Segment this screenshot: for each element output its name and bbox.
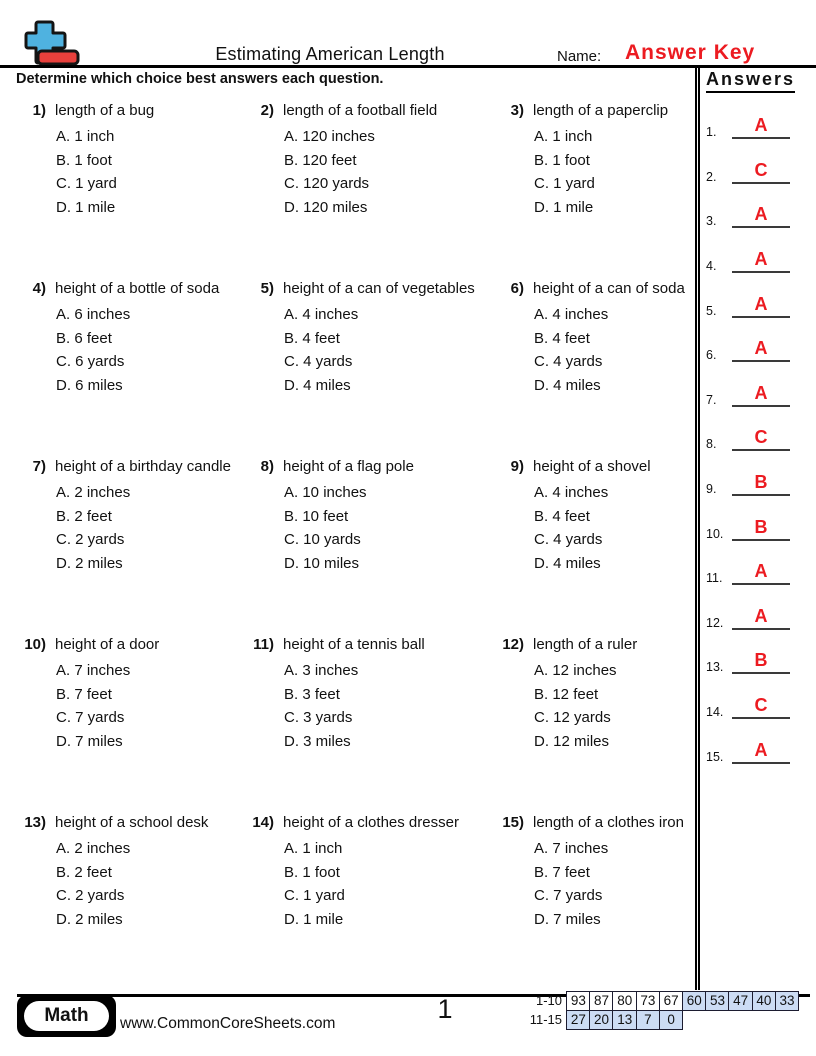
question-number: 4) [32,280,46,297]
option-line: D. 4 miles [534,376,601,394]
grading-row-1 [522,991,799,1011]
option-line: C. 12 yards [534,709,611,726]
answer-letter: B [732,473,790,496]
answer-row [706,421,790,451]
question-row [4,280,694,458]
question-text: height of a bottle of soda [55,280,220,297]
answers-heading: Answers [706,69,795,93]
answer-letter: A [732,607,790,630]
option-line: D. 6 miles [56,376,123,394]
subject-badge-label: Math [24,1001,109,1031]
option-line: D. 7 miles [534,910,601,928]
option-line: B. 3 feet [284,685,340,703]
answers-panel [695,66,816,990]
answer-row [706,243,790,273]
answer-number: 1. [706,125,717,139]
question-item [232,814,482,992]
question-number: 8) [260,458,274,475]
question-item [232,636,482,814]
page-title: Estimating American Length [215,44,445,64]
question-row [4,102,694,280]
question-item [482,814,694,992]
grade-cell: 0 [659,1010,684,1030]
option-line: C. 1 yard [534,175,595,192]
question-row [4,458,694,636]
question-text: height of a shovel [533,458,651,475]
question-text: height of a can of soda [533,280,685,297]
question-text: length of a clothes iron [533,814,684,831]
question-item [232,280,482,458]
grade-cell: 60 [682,991,707,1011]
question-item [482,280,694,458]
plus-minus-logo-icon [24,20,80,67]
answer-row [706,332,790,362]
question-item [232,102,482,280]
answer-number: 9. [706,482,717,496]
answer-letter: A [732,295,790,318]
answer-number: 2. [706,170,717,184]
option-line: C. 4 yards [534,353,603,370]
question-number: 2) [260,102,274,119]
question-number: 6) [510,280,524,297]
option-line: B. 1 foot [56,151,112,169]
option-line: D. 3 miles [284,732,351,750]
question-item [4,636,232,814]
question-text: height of a can of vegetables [283,280,475,297]
question-text: height of a door [55,636,160,653]
option-line: D. 1 mile [534,198,594,216]
option-line: C. 2 yards [56,887,125,904]
option-line: B. 10 feet [284,507,349,525]
answer-row [706,109,790,139]
option-line: B. 120 feet [284,151,357,169]
grade-cell: 67 [659,991,684,1011]
option-line: C. 10 yards [284,531,361,548]
question-number: 10) [24,636,46,653]
answer-number: 13. [706,660,724,674]
answer-number: 4. [706,259,717,273]
answer-row [706,734,790,764]
answer-letter: A [732,116,790,139]
option-line: D. 2 miles [56,554,123,572]
name-label: Name: [557,48,602,65]
grade-cell: 87 [589,991,614,1011]
option-line: D. 4 miles [284,376,351,394]
option-line: A. 6 inches [56,306,131,323]
answer-row [706,154,790,184]
option-line: B. 2 feet [56,507,112,525]
answer-row [706,377,790,407]
answer-number: 6. [706,348,717,362]
option-line: A. 1 inch [534,128,593,145]
grade-cell: 47 [728,991,753,1011]
option-line: B. 7 feet [56,685,112,703]
option-line: C. 3 yards [284,709,353,726]
option-line: C. 6 yards [56,353,125,370]
header-divider [0,65,816,68]
option-line: B. 1 foot [284,863,340,881]
answer-letter: B [732,651,790,674]
answer-row [706,689,790,719]
option-line: C. 7 yards [56,709,125,726]
question-text: length of a football field [283,102,438,119]
question-text: height of a birthday candle [55,458,231,475]
question-text: height of a tennis ball [283,636,425,653]
option-line: B. 4 feet [534,507,590,525]
answer-letter: A [732,562,790,585]
instruction-text: Determine which choice best answers each question. [16,71,384,87]
grading-row-label: 1-10 [535,993,562,1008]
option-line: A. 2 inches [56,840,131,857]
option-line: C. 1 yard [56,175,117,192]
option-line: A. 1 inch [284,840,343,857]
option-line: A. 4 inches [534,484,609,501]
option-line: D. 7 miles [56,732,123,750]
grade-cell: 40 [752,991,777,1011]
grade-cell: 53 [705,991,730,1011]
question-number: 14) [252,814,274,831]
grade-cell: 7 [636,1010,661,1030]
answer-row [706,466,790,496]
option-line: D. 4 miles [534,554,601,572]
question-item [4,102,232,280]
option-line: A. 4 inches [284,306,359,323]
grade-cell: 93 [566,991,591,1011]
option-line: C. 1 yard [284,887,345,904]
answer-letter: A [732,250,790,273]
question-item [4,280,232,458]
page-number: 1 [437,994,453,1024]
grade-cell: 13 [612,1010,637,1030]
questions-area [4,102,694,992]
question-number: 5) [260,280,274,297]
answer-letter: A [732,384,790,407]
answer-row [706,511,790,541]
answer-letter: A [732,339,790,362]
option-line: B. 2 feet [56,863,112,881]
question-text: height of a school desk [55,814,209,831]
question-number: 12) [502,636,524,653]
option-line: B. 12 feet [534,685,599,703]
option-line: C. 4 yards [284,353,353,370]
question-number: 13) [24,814,46,831]
answer-letter: A [732,741,790,764]
option-line: D. 10 miles [284,554,360,572]
question-text: height of a clothes dresser [283,814,459,831]
option-line: A. 7 inches [534,840,609,857]
answer-number: 10. [706,527,724,541]
option-line: A. 12 inches [534,662,617,679]
answer-letter: C [732,428,790,451]
answer-row [706,555,790,585]
option-line: C. 2 yards [56,531,125,548]
question-row [4,814,694,992]
option-line: A. 7 inches [56,662,131,679]
question-item [232,458,482,636]
question-number: 9) [510,458,524,475]
option-line: C. 7 yards [534,887,603,904]
option-line: D. 1 mile [56,198,116,216]
option-line: B. 7 feet [534,863,590,881]
answer-row [706,288,790,318]
option-line: A. 120 inches [284,128,375,145]
question-item [4,458,232,636]
answer-number: 3. [706,214,717,228]
answer-letter: B [732,518,790,541]
question-item [482,458,694,636]
question-item [482,102,694,280]
option-line: A. 3 inches [284,662,359,679]
grading-row-2 [522,1010,799,1030]
answer-number: 8. [706,437,717,451]
website-text: www.CommonCoreSheets.com [120,1015,336,1032]
answer-number: 5. [706,304,717,318]
subject-badge [17,995,116,1037]
option-line: B. 4 feet [534,329,590,347]
option-line: B. 1 foot [534,151,590,169]
grade-cell: 33 [775,991,800,1011]
grade-cell: 27 [566,1010,591,1030]
question-text: length of a ruler [533,636,638,653]
question-text: height of a flag pole [283,458,414,475]
answer-key-value: Answer Key [625,41,756,64]
question-number: 1) [32,102,46,119]
answer-number: 7. [706,393,717,407]
answer-number: 15. [706,750,724,764]
grading-table [522,991,799,1030]
option-line: A. 2 inches [56,484,131,501]
option-line: B. 6 feet [56,329,112,347]
grade-cell: 73 [636,991,661,1011]
question-number: 11) [253,636,274,653]
question-number: 7) [32,458,46,475]
option-line: D. 2 miles [56,910,123,928]
question-item [4,814,232,992]
answer-letter: C [732,696,790,719]
answer-row [706,600,790,630]
grade-cell: 80 [612,991,637,1011]
question-row [4,636,694,814]
option-line: B. 4 feet [284,329,340,347]
option-line: A. 4 inches [534,306,609,323]
question-number: 3) [510,102,524,119]
grade-cell: 20 [589,1010,614,1030]
answer-row [706,644,790,674]
option-line: D. 120 miles [284,198,368,216]
question-item [482,636,694,814]
answer-number: 11. [706,571,723,585]
answer-row [706,198,790,228]
grading-row-label: 11-15 [529,1011,562,1027]
option-line: C. 120 yards [284,175,370,192]
option-line: A. 1 inch [56,128,115,145]
question-text: length of a bug [55,102,155,119]
option-line: C. 4 yards [534,531,603,548]
option-line: D. 1 mile [284,910,344,928]
option-line: D. 12 miles [534,732,610,750]
question-number: 15) [502,814,524,831]
answer-letter: A [732,205,790,228]
answer-number: 12. [706,616,724,630]
option-line: A. 10 inches [284,484,367,501]
answer-letter: C [732,161,790,184]
question-text: length of a paperclip [533,102,669,119]
answer-number: 14. [706,705,724,719]
